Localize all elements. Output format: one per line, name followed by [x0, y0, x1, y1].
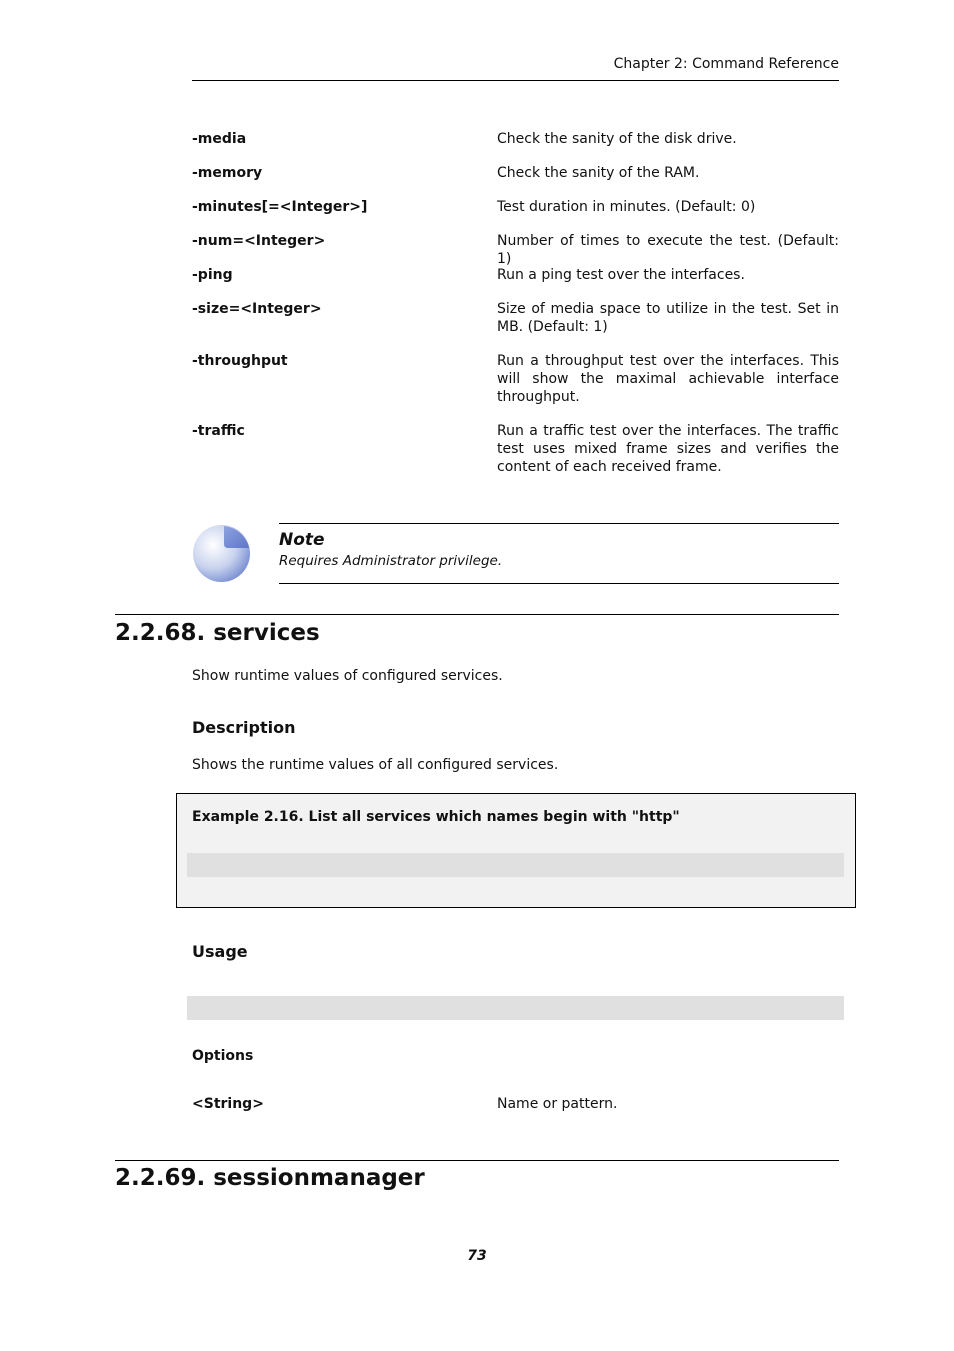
description-text: Shows the runtime values of all configured services. — [192, 757, 559, 773]
option-description: Size of media space to utilize in the test. Set in MB. (Default: 1) — [497, 301, 839, 335]
note-top-rule — [279, 523, 839, 524]
option-description: Run a traffic test over the interfaces. The traffic test uses mixed frame sizes and verifies the content of each received frame. — [497, 423, 839, 475]
section-divider — [115, 1160, 839, 1161]
option-name: -ping — [192, 267, 233, 283]
option-description: Check the sanity of the disk drive. — [497, 131, 737, 147]
note-page-icon — [192, 524, 251, 583]
header-divider — [192, 80, 839, 81]
section-divider — [115, 614, 839, 615]
example-code-block — [187, 853, 844, 877]
section-title: 2.2.68. services — [115, 620, 320, 646]
option-name: <String> — [192, 1096, 264, 1112]
section-summary: Show runtime values of configured services. — [192, 668, 503, 684]
option-name: -memory — [192, 165, 263, 181]
description-heading: Description — [192, 718, 296, 737]
option-description: Name or pattern. — [497, 1096, 618, 1112]
usage-code-block — [187, 996, 844, 1020]
options-heading: Options — [192, 1048, 254, 1064]
option-name: -throughput — [192, 353, 288, 369]
note-text: Requires Administrator privilege. — [279, 553, 503, 569]
option-description: Run a throughput test over the interfaces. This will show the maximal achievable interface throughput. — [497, 353, 839, 405]
note-bottom-rule — [279, 583, 839, 584]
option-name: -size=<Integer> — [192, 301, 322, 317]
page-number: 73 — [467, 1248, 487, 1264]
running-header: Chapter 2: Command Reference — [613, 56, 839, 72]
option-description: Check the sanity of the RAM. — [497, 165, 700, 181]
option-name: -minutes[=<Integer>] — [192, 199, 368, 215]
example-title: Example 2.16. List all services which names begin with "http" — [192, 809, 680, 825]
usage-heading: Usage — [192, 942, 248, 961]
option-description: Run a ping test over the interfaces. — [497, 267, 745, 283]
option-name: -traffic — [192, 423, 245, 439]
section-title: 2.2.69. sessionmanager — [115, 1165, 425, 1191]
note-title: Note — [279, 530, 325, 550]
option-name: -num=<Integer> — [192, 233, 326, 249]
option-description: Test duration in minutes. (Default: 0) — [497, 199, 756, 215]
option-description: Number of times to execute the test. (Default: 1) — [497, 233, 839, 267]
option-name: -media — [192, 131, 247, 147]
